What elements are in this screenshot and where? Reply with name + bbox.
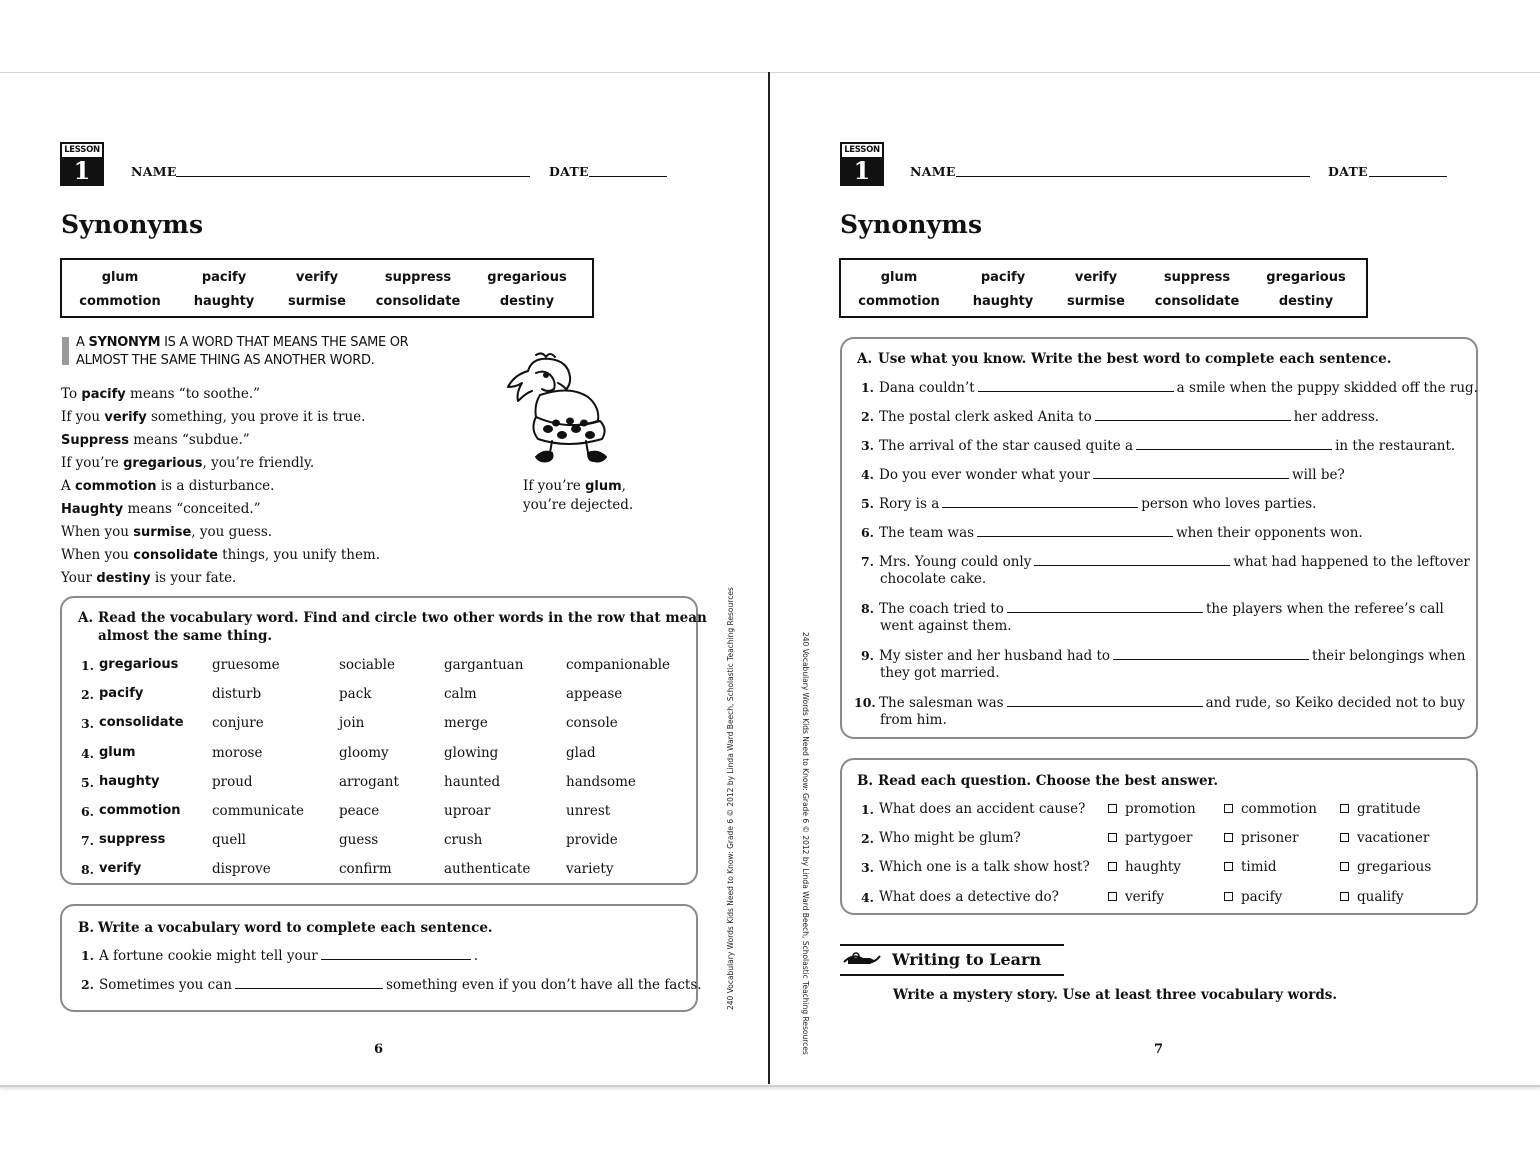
word-box-word: destiny [499,294,555,309]
word-option[interactable]: pack [339,686,372,703]
item-number: 9. [860,648,874,663]
word-option[interactable]: handsome [566,773,636,790]
item-number: 3. [80,716,94,732]
word-box-word: commotion [858,294,940,309]
answer-option[interactable] [1224,889,1282,905]
word-option[interactable]: disprove [212,861,271,878]
item-number: 2. [860,831,874,847]
vocab-word: haughty [99,773,160,789]
writing-heading: Writing to Learn [892,950,1042,969]
item-number: 5. [860,496,874,511]
page-title: Synonyms [61,210,204,239]
page-number: 7 [1154,1042,1164,1057]
word-option[interactable]: unrest [566,803,611,819]
name-line [176,176,530,177]
lesson-badge [60,142,104,186]
word-option[interactable]: calm [444,686,477,703]
answer-blank[interactable] [978,379,1174,392]
checkbox[interactable] [1224,804,1233,813]
word-option[interactable]: haunted [444,773,501,790]
example-line: Your destiny is your fate. [61,570,237,586]
item-number: 7. [80,833,94,849]
copyright-credit: 240 Vocabulary Words Kids Need to Know: Grade 6 © 2012 by Linda Ward Beech, Scholastic Teaching Resources [726,587,735,1010]
item-number: 6. [860,525,874,540]
answer-option-label: gratitude [1357,801,1421,817]
sentence-continuation: from him. [880,712,947,728]
lesson-label: LESSON [844,145,880,155]
illustration-caption: If you’re glum, you’re dejected. [523,478,634,513]
item-number: 5. [80,774,94,790]
word-box-word: consolidate [1154,294,1240,309]
vocab-word: consolidate [99,715,184,731]
item-number: 3. [860,438,874,453]
question-text: What does a detective do? [879,888,1059,905]
fill-in-sentence: The postal clerk asked Anita to her address. [879,409,1380,425]
fill-in-sentence: Rory is a person who loves parties. [879,496,1317,512]
example-line: When you surmise, you guess. [61,524,273,540]
word-box-word: commotion [79,294,161,309]
question-text: What does an accident cause? [879,801,1086,817]
item-number: 2. [80,687,94,703]
checkbox[interactable] [1108,862,1117,871]
checkbox[interactable] [1340,833,1349,842]
example-line: Suppress means “subdue.” [61,432,250,448]
checkbox[interactable] [1224,833,1233,842]
vocab-word: verify [99,861,142,877]
word-box-word: suppress [384,270,452,285]
item-number: 4. [80,745,94,761]
fill-in-sentence: My sister and her husband had to their belongings when [879,648,1466,664]
word-box-word: gregarious [1266,270,1346,285]
answer-option[interactable] [1224,859,1277,875]
answer-blank[interactable] [977,524,1173,537]
lesson-number: 1 [62,157,102,184]
answer-option[interactable] [1108,830,1192,846]
fill-in-sentence: A fortune cookie might tell your . [99,948,479,964]
checkbox[interactable] [1224,862,1233,871]
word-box-word: pacify [980,270,1026,285]
answer-option[interactable] [1108,889,1164,905]
checkbox[interactable] [1224,892,1233,901]
word-option[interactable]: merge [444,715,488,732]
word-option[interactable]: authenticate [444,861,531,878]
word-box-word: surmise [288,294,346,309]
word-option[interactable]: gargantuan [444,657,524,673]
answer-option[interactable] [1340,830,1429,846]
word-option[interactable]: companionable [566,657,671,673]
word-box-word: consolidate [375,294,461,309]
fill-in-sentence: The arrival of the star caused quite a in the restaurant. [879,438,1456,454]
checkbox[interactable] [1340,862,1349,871]
answer-blank[interactable] [1007,694,1203,707]
answer-blank[interactable] [1113,647,1309,660]
answer-option[interactable] [1224,830,1299,846]
answer-option[interactable] [1108,801,1196,817]
example-line: When you consolidate things, you unify them. [61,547,381,563]
section-a-letter: A. [78,610,94,626]
fill-in-sentence: The salesman was and rude, so Keiko decided not to buy [879,695,1465,711]
pencil-icon [842,950,882,970]
word-box-word: haughty [193,294,255,309]
answer-option[interactable] [1224,801,1317,817]
fill-in-sentence: Dana couldn’t a smile when the puppy skidded off the rug. [879,380,1478,396]
date-label: DATE [549,164,589,179]
word-box [60,258,594,318]
word-box-word: glum [101,270,139,285]
word-box-word: verify [295,270,339,285]
glum-character-illustration [506,349,628,467]
item-number: 1. [80,658,94,673]
word-option[interactable]: gloomy [339,744,389,761]
word-option[interactable]: variety [566,861,614,878]
word-option[interactable]: arrogant [339,773,399,790]
word-box-word: suppress [1163,270,1231,285]
vocab-word: commotion [99,803,181,818]
page-number: 6 [374,1042,384,1057]
word-option[interactable]: uproar [444,803,491,819]
example-line: To pacify means “to soothe.” [61,386,261,402]
answer-option[interactable] [1108,859,1181,875]
vocab-word: gregarious [99,657,179,672]
item-number: 7. [860,554,874,569]
section-b-letter: B. [857,773,874,789]
item-number: 4. [860,467,874,482]
sentence-continuation: went against them. [880,618,1012,634]
sentence-continuation: chocolate cake. [880,571,987,587]
word-option[interactable]: disturb [212,686,262,703]
word-option[interactable]: console [566,715,618,732]
word-option[interactable]: quell [212,832,246,849]
checkbox[interactable] [1108,804,1117,813]
answer-blank[interactable] [1007,600,1203,613]
example-line: Haughty means “conceited.” [61,501,261,517]
date-line [1369,176,1447,177]
word-box-word: destiny [1278,294,1334,309]
answer-option-label: haughty [1125,859,1181,876]
page-title: Synonyms [840,210,983,239]
answer-option-label: prisoner [1241,830,1299,847]
lesson-label: LESSON [64,145,100,155]
word-option[interactable]: glad [566,744,596,761]
answer-option-label: vacationer [1357,830,1430,847]
answer-blank[interactable] [1136,437,1332,450]
word-option[interactable]: communicate [212,803,305,819]
word-option[interactable]: provide [566,832,618,849]
word-option[interactable]: morose [212,744,263,761]
fill-in-sentence: The team was when their opponents won. [879,525,1363,541]
fill-in-sentence: Do you ever wonder what your will be? [879,467,1345,483]
name-label: NAME [910,164,956,179]
answer-blank[interactable] [1034,553,1230,566]
word-box-word: haughty [972,294,1034,309]
word-box-word: surmise [1067,294,1125,309]
section-a-instructions-line2: almost the same thing. [98,628,273,644]
name-line [956,176,1310,177]
section-a-heading: Use what you know. Write the best word to complete each sentence. [878,351,1392,367]
item-number: 2. [80,977,94,992]
vocab-word: suppress [99,832,166,848]
item-number: 3. [860,860,874,876]
word-option[interactable]: guess [339,832,379,849]
answer-option-label: qualify [1357,888,1404,905]
word-option[interactable]: peace [339,803,380,819]
item-number: 8. [80,862,94,878]
right-page [770,72,1540,1084]
answer-option[interactable] [1340,801,1421,817]
section-b-heading: Write a vocabulary word to complete each sentence. [98,920,493,936]
answer-blank[interactable] [321,947,471,960]
example-line: If you’re gregarious, you’re friendly. [61,455,315,471]
section-b-letter: B. [78,920,95,936]
fill-in-sentence: Sometimes you can something even if you don’t have all the facts. [99,977,702,993]
question-text: Which one is a talk show host? [879,859,1090,876]
item-number: 1. [860,802,874,817]
fill-in-sentence: Mrs. Young could only what had happened to the leftover [879,554,1470,570]
checkbox[interactable] [1340,804,1349,813]
word-option[interactable]: sociable [339,657,395,673]
definition-bar [62,337,69,365]
example-list [61,383,380,590]
name-label: NAME [131,164,177,179]
left-page [0,72,768,1084]
item-number: 1. [80,948,94,963]
word-box-word: verify [1074,270,1118,285]
answer-option-label: timid [1241,859,1277,876]
answer-option-label: pacify [1241,888,1283,905]
sentence-continuation: they got married. [880,665,1000,681]
answer-option-label: promotion [1125,801,1196,817]
definition-text: A SYNONYM IS A WORD THAT MEANS THE SAME OR ALMOST THE SAME THING AS ANOTHER WORD. [76,335,409,368]
writing-rule-bottom [840,974,1064,976]
answer-option-label: verify [1125,888,1165,905]
answer-option[interactable] [1340,859,1431,875]
example-line: If you verify something, you prove it is true. [61,409,366,425]
answer-blank[interactable] [1095,408,1291,421]
question-text: Who might be glum? [879,830,1021,847]
vocab-word: pacify [99,686,144,702]
writing-rule-top [840,944,1064,946]
example-line: A commotion is a disturbance. [61,478,275,494]
word-option[interactable]: crush [444,832,483,849]
answer-blank[interactable] [235,976,383,989]
item-number: 6. [80,804,94,819]
word-option[interactable]: confirm [339,861,392,878]
vocab-word: glum [99,744,136,760]
checkbox[interactable] [1108,833,1117,842]
word-option[interactable]: gruesome [212,657,280,673]
word-option[interactable]: glowing [444,744,499,761]
word-option[interactable]: appease [566,686,623,703]
word-option[interactable]: join [339,715,365,732]
checkbox[interactable] [1108,892,1117,901]
writing-prompt: Write a mystery story. Use at least three vocabulary words. [893,987,1338,1003]
answer-blank[interactable] [942,495,1138,508]
date-label: DATE [1328,164,1368,179]
item-number: 1. [860,380,874,395]
word-box [839,258,1368,318]
word-option[interactable]: proud [212,773,253,790]
item-number: 2. [860,409,874,424]
item-number: 8. [860,601,874,616]
section-a-letter: A. [857,351,873,367]
section-b-heading: Read each question. Choose the best answer. [878,773,1219,789]
item-number: 4. [860,889,874,905]
checkbox[interactable] [1340,892,1349,901]
word-box-word: gregarious [487,270,567,285]
answer-option-label: partygoer [1125,830,1193,847]
lesson-number: 1 [842,157,882,184]
word-box-word: pacify [201,270,247,285]
answer-option[interactable] [1340,889,1404,905]
answer-option-label: gregarious [1357,859,1432,876]
word-box-word: glum [880,270,918,285]
copyright-credit: 240 Vocabulary Words Kids Need to Know: Grade 6 © 2012 by Linda Ward Beech, Scholastic Teaching Resources [801,632,810,1055]
answer-option-label: commotion [1241,801,1317,817]
item-number: 10. [854,695,876,710]
section-a-instructions-line1: Read the vocabulary word. Find and circle two other words in the row that mean [98,610,707,626]
answer-blank[interactable] [1093,466,1289,479]
date-line [589,176,667,177]
fill-in-sentence: The coach tried to the players when the referee’s call [879,601,1444,617]
word-option[interactable]: conjure [212,715,264,732]
lesson-badge [840,142,884,186]
